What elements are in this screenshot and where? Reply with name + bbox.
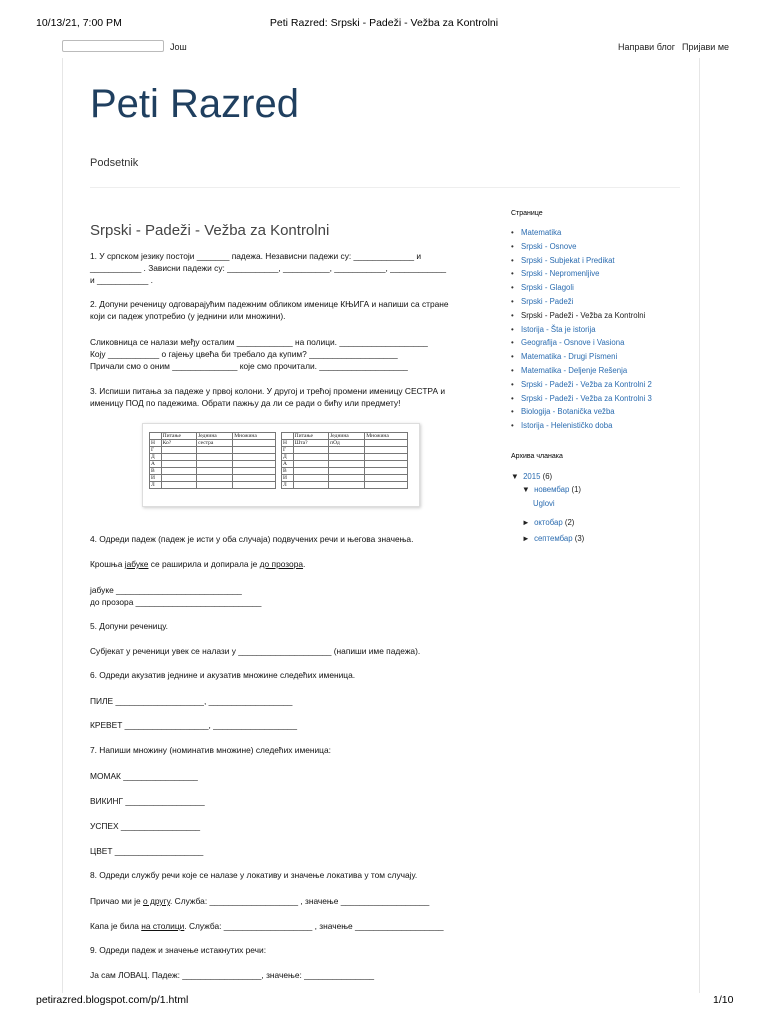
sidebar-page-item[interactable] xyxy=(511,407,652,421)
q7-line5: ЦВЕТ ___________________ xyxy=(90,846,204,856)
sidebar-page-item[interactable] xyxy=(511,352,652,366)
post-title: Srpski - Padeži - Vežba za Kontrolni xyxy=(90,222,330,239)
table-cell: Л xyxy=(150,482,162,489)
table-cell: И xyxy=(150,475,162,482)
more-link[interactable]: Још xyxy=(170,42,187,52)
table-cell: Г xyxy=(150,447,162,454)
table-cell xyxy=(197,447,233,454)
table-cell xyxy=(293,447,329,454)
sidebar-page-link[interactable]: Srpski - Padeži - Vežba za Kontrolni 3 xyxy=(521,393,652,403)
q2-line2: који си падеж употребио (у једнини или множини). xyxy=(90,311,286,321)
q5-line2: Субјекат у реченици увек се налази у ____________________ (напиши име падежа). xyxy=(90,646,421,656)
table-cell: В xyxy=(150,468,162,475)
sign-in-link[interactable]: Пријави ме xyxy=(682,42,730,52)
search-input[interactable] xyxy=(62,40,164,52)
table-cell xyxy=(161,482,197,489)
table-cell xyxy=(233,482,276,489)
table-header-cell xyxy=(282,433,294,440)
expand-down-icon[interactable]: ▼ xyxy=(511,472,519,481)
table-cell xyxy=(365,475,408,482)
table-cell xyxy=(329,475,365,482)
q7-line1: 7. Напиши множину (номинатив множине) следећих именица: xyxy=(90,745,331,755)
table-header-cell: Множина xyxy=(233,433,276,440)
sidebar-page-item[interactable] xyxy=(511,269,652,283)
sidebar-page-link[interactable]: Matematika - Drugi Písmeni xyxy=(521,352,618,362)
underlined-word: јабуке xyxy=(124,559,149,569)
q4-answer1: јабуке ___________________________ xyxy=(90,585,242,595)
table-cell xyxy=(233,468,276,475)
table-row xyxy=(282,475,408,482)
table-header-cell: Једнина xyxy=(329,433,365,440)
table-cell: Н xyxy=(150,440,162,447)
sidebar-page-item[interactable] xyxy=(511,283,652,297)
q2-line4: Коју ___________ о гајењу цвећа би требало да купим? ___________________ xyxy=(90,349,398,359)
table-cell: Д xyxy=(282,454,294,461)
q6-line1: 6. Одреди акузатив једнине и акузатив множине следећих именица. xyxy=(90,670,356,680)
table-cell: В xyxy=(282,468,294,475)
table-cell xyxy=(233,447,276,454)
table-cell xyxy=(197,475,233,482)
table-cell xyxy=(365,440,408,447)
table-row xyxy=(150,440,276,447)
sidebar-page-link[interactable]: Srpski - Padeži - Vežba za Kontrolni xyxy=(521,310,646,320)
print-url: petirazred.blogspot.com/p/1.html xyxy=(36,994,189,1006)
table-cell xyxy=(293,468,329,475)
table-cell xyxy=(293,454,329,461)
q4-line1: 4. Одреди падеж (падеж је исти у оба случаја) подвучених речи и његова значења. xyxy=(90,534,414,544)
sidebar-page-item[interactable] xyxy=(511,242,652,256)
table-cell: Г xyxy=(282,447,294,454)
q2-line3: Сликовница се налази међу осталим ____________ на полици. ___________________ xyxy=(90,337,428,347)
archive-month-sep[interactable]: ► септембар (3) xyxy=(522,534,585,543)
table-cell xyxy=(329,482,365,489)
table-cell xyxy=(329,447,365,454)
sidebar-page-item[interactable] xyxy=(511,297,652,311)
sidebar-page-item[interactable] xyxy=(511,380,652,394)
table-cell xyxy=(233,461,276,468)
sidebar-page-link[interactable]: Istorija - Helenističko doba xyxy=(521,421,613,431)
sidebar-page-item[interactable] xyxy=(511,228,652,242)
table-cell xyxy=(365,454,408,461)
table-cell xyxy=(233,440,276,447)
print-datetime: 10/13/21, 7:00 PM xyxy=(36,17,122,29)
sidebar-page-item[interactable] xyxy=(511,256,652,270)
table-row xyxy=(282,461,408,468)
underlined-word: на столици xyxy=(141,921,185,931)
table-cell xyxy=(365,447,408,454)
blog-description: Podsetnik xyxy=(90,157,139,169)
expand-right-icon[interactable]: ► xyxy=(522,518,530,527)
table-cell xyxy=(197,468,233,475)
q1-line2: ___________ . Зависни падежи су: ___________, __________, ___________, ____________ xyxy=(90,263,447,273)
sidebar-page-item[interactable] xyxy=(511,366,652,380)
q7-line3: ВИКИНГ _________________ xyxy=(90,796,205,806)
table-row xyxy=(150,468,276,475)
sidebar-page-link[interactable]: Srpski - Padeži xyxy=(521,296,574,306)
underlined-word: до прозора xyxy=(259,559,304,569)
table-row xyxy=(282,440,408,447)
table-row xyxy=(150,475,276,482)
q9-line1: 9. Одреди падеж и значење истакнутих речи: xyxy=(90,945,267,955)
q7-line4: УСПЕХ _________________ xyxy=(90,821,201,831)
table-cell xyxy=(329,454,365,461)
table-cell xyxy=(197,461,233,468)
archive-month-nov[interactable]: ▼ новембар (1) xyxy=(522,485,582,494)
q3-line2: именицу ПОД по падежима. Обрати пажњу да ли се ради о бићу или предмету! xyxy=(90,398,401,408)
table-cell xyxy=(293,461,329,468)
table-left xyxy=(149,432,276,489)
table-cell xyxy=(161,454,197,461)
table-cell xyxy=(197,482,233,489)
blog-title[interactable]: Peti Razred xyxy=(90,82,299,126)
table-cell xyxy=(233,454,276,461)
table-cell xyxy=(161,447,197,454)
sidebar-page-item[interactable] xyxy=(511,421,652,435)
table-cell xyxy=(161,461,197,468)
table-row xyxy=(150,461,276,468)
print-page-number: 1/10 xyxy=(713,994,734,1006)
table-cell: сестра xyxy=(197,440,233,447)
table-cell: А xyxy=(282,461,294,468)
q6-line3: КРЕВЕТ __________________, __________________ xyxy=(90,720,297,730)
sidebar-page-link[interactable]: Geografija - Osnove i Vasiona xyxy=(521,338,625,348)
archive-year[interactable]: ▼ 2015 (6) xyxy=(511,472,553,481)
q5-line1: 5. Допуни реченицу. xyxy=(90,621,168,631)
q8-line2: Причао ми је о другу. Служба: ___________________ , значење ___________________ xyxy=(90,896,430,906)
table-row xyxy=(150,482,276,489)
q2-line1: 2. Допуни реченицу одговарајућим падежним обликом именице КЊИГА и напиши са стране xyxy=(90,299,449,309)
table-cell xyxy=(161,475,197,482)
table-cell xyxy=(293,482,329,489)
table-row xyxy=(150,454,276,461)
table-cell: Л xyxy=(282,482,294,489)
table-cell: И xyxy=(282,475,294,482)
table-cell xyxy=(329,468,365,475)
sidebar-page-link[interactable]: Srpski - Glagoli xyxy=(521,283,574,293)
sidebar-page-link[interactable]: Biologija - Botanička vežba xyxy=(521,407,615,417)
table-cell xyxy=(365,482,408,489)
sidebar-page-item[interactable] xyxy=(511,394,652,408)
sidebar-page-link[interactable]: Srpski - Padeži - Vežba za Kontrolni 2 xyxy=(521,379,652,389)
table-cell xyxy=(329,461,365,468)
q1-line1: 1. У српском језику постоји _______ падежа. Независни падежи су: _____________ и xyxy=(90,251,422,261)
table-row xyxy=(282,482,408,489)
sidebar-page-link[interactable]: Srpski - Osnove xyxy=(521,241,577,251)
q4-answer2: до прозора ___________________________ xyxy=(90,597,262,607)
sidebar-page-link[interactable]: Srpski - Nepromenljive xyxy=(521,269,600,279)
table-cell xyxy=(233,475,276,482)
q3-line1: 3. Испиши питања за падеже у првој колони. У другој и трећој промени именицу СЕСТРА и xyxy=(90,386,446,396)
table-header-cell xyxy=(150,433,162,440)
table-header-cell: Питање xyxy=(293,433,329,440)
pages-heading: Странице xyxy=(511,210,543,217)
sidebar-page-item[interactable] xyxy=(511,311,652,325)
q9-line2: Ја сам ЛОВАЦ. Падеж: _________________, значење: _______________ xyxy=(90,970,375,980)
table-cell xyxy=(293,475,329,482)
table-right xyxy=(281,432,408,489)
table-row xyxy=(150,447,276,454)
table-header-cell: Једнина xyxy=(197,433,233,440)
table-cell: Н xyxy=(282,440,294,447)
table-cell xyxy=(365,461,408,468)
table-row xyxy=(282,468,408,475)
table-row xyxy=(282,447,408,454)
table-cell: Д xyxy=(150,454,162,461)
divider xyxy=(90,187,680,188)
table-cell xyxy=(161,468,197,475)
expand-right-icon[interactable]: ► xyxy=(522,534,530,543)
sidebar-page-link[interactable]: Istorija - Šta je istorija xyxy=(521,324,596,334)
table-cell: А xyxy=(150,461,162,468)
q6-line2: ПИЛЕ ___________________, __________________ xyxy=(90,696,293,706)
q1-line3: и ___________ . xyxy=(90,275,153,285)
sidebar-page-link[interactable]: Matematika xyxy=(521,228,562,237)
table-cell: Шта? xyxy=(293,440,329,447)
table-header-cell: Питање xyxy=(161,433,197,440)
table-cell xyxy=(365,468,408,475)
table-cell: пОд xyxy=(329,440,365,447)
table-row xyxy=(282,454,408,461)
underlined-word: о другу xyxy=(142,896,171,906)
archive-month-oct[interactable]: ► октобар (2) xyxy=(522,518,575,527)
archive-heading: Архива чланака xyxy=(511,453,563,460)
sidebar-page-item[interactable] xyxy=(511,338,652,352)
declension-table-image xyxy=(142,423,420,507)
q7-line2: МОМАК ________________ xyxy=(90,771,198,781)
pages-list xyxy=(511,228,652,435)
archive-post-link[interactable]: Uglovi xyxy=(533,499,555,508)
table-cell xyxy=(197,454,233,461)
expand-down-icon[interactable]: ▼ xyxy=(522,485,530,494)
blogger-navbar xyxy=(36,36,732,58)
table-header-cell: Множина xyxy=(365,433,408,440)
q8-line1: 8. Одреди службу речи које се налазе у локативу и значење локатива у том случају. xyxy=(90,870,418,880)
print-title: Peti Razred: Srpski - Padeži - Vežba za Kontrolni xyxy=(269,17,499,29)
new-blog-link[interactable]: Направи блог xyxy=(618,42,676,52)
sidebar-page-link[interactable]: Matematika - Deljenje Rešenja xyxy=(521,365,628,375)
table-cell: Ко? xyxy=(161,440,197,447)
q4-sentence: Крошња јабуке се раширила и допирала је до прозора. xyxy=(90,559,306,569)
q2-line5: Причали смо о оним ______________ које смо прочитали. ___________________ xyxy=(90,361,408,371)
q8-line3: Капа је била на столици. Служба: ___________________ , значење ___________________ xyxy=(90,921,444,931)
sidebar-page-item[interactable] xyxy=(511,325,652,339)
sidebar-page-link[interactable]: Srpski - Subjekat i Predikat xyxy=(521,255,615,265)
